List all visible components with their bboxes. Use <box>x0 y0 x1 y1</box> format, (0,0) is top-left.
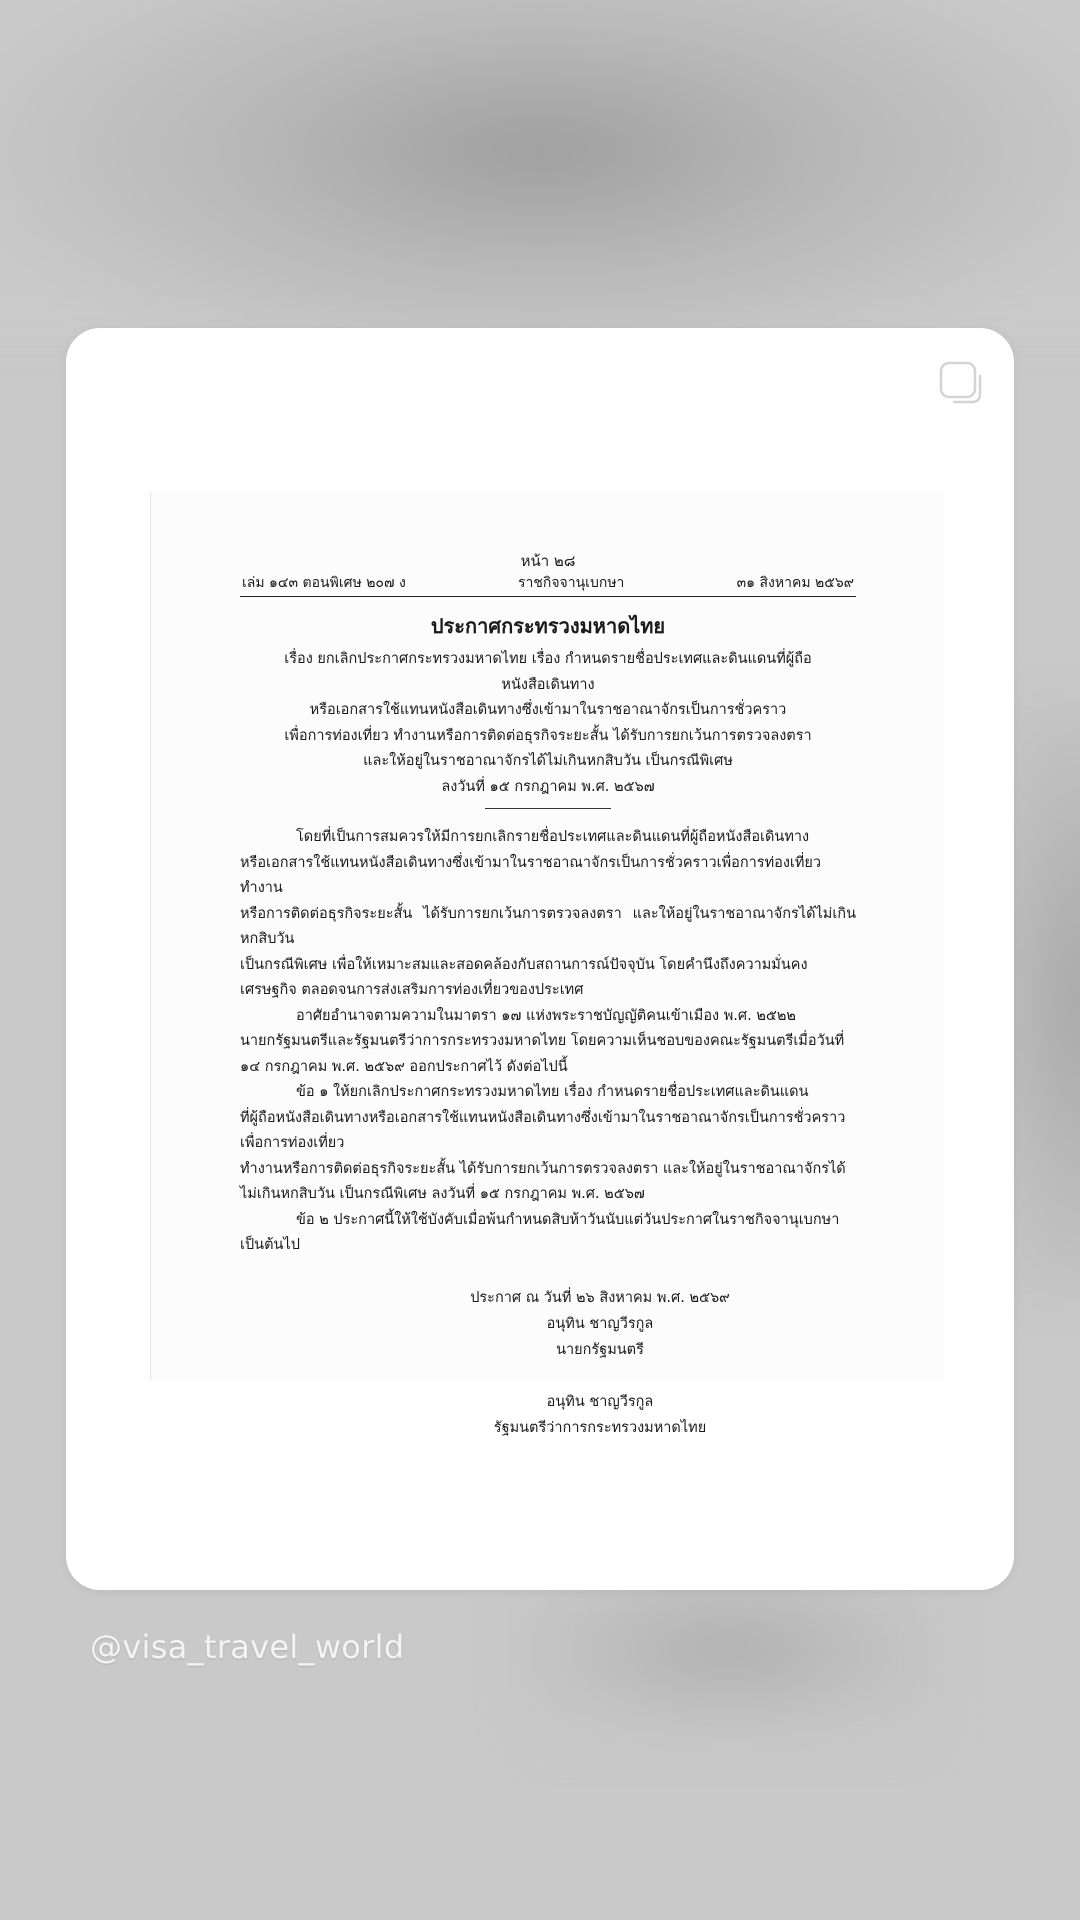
subject-line: และให้อยู่ในราชอาณาจักรได้ไม่เกินหกสิบวัน เป็นกรณีพิเศษ <box>363 753 733 769</box>
signature-block <box>430 1285 770 1441</box>
body-paragraph: โดยที่เป็นการสมควรให้มีการยกเลิกรายชื่อประเทศและดินแดนที่ผู้ถือหนังสือเดินทาง หรือเอกสารใช้แทนหนังสือเดินทางซึ่งเข้ามาในราชอาณาจักรเป็นการชั่วคราวเพื่อการท่องเที่ยว ทำงาน หรือการติดต่อธุรกิจระยะสั้น ได้รับการยกเว้นการตรวจลงตรา และให้อยู่ในราชอาณาจักรได้ไม่เกินหกสิบวัน เป็นกรณีพิเศษ เพื่อให้เหมาะสมและสอดคล้องกับสถานการณ์ปัจจุบัน โดยคำนึงถึงความมั่นคง เศรษฐกิจ ตลอดจนการส่งเสริมการท่องเที่ยวของประเทศ <box>240 829 856 998</box>
divider <box>485 808 611 809</box>
announcement-subject <box>240 647 856 800</box>
signatory-position: นายกรัฐมนตรี <box>556 1341 644 1358</box>
body-paragraph: ข้อ ๒ ประกาศนี้ให้ใช้บังคับเมื่อพ้นกำหนดสิบห้าวันนับแต่วันประกาศในราชกิจจานุเบกษา เป็นต้นไป <box>240 1211 840 1253</box>
gazette-header <box>240 572 856 597</box>
signatory-name: อนุทิน ชาญวีรกูล <box>546 1315 654 1332</box>
signatory-name: อนุทิน ชาญวีรกูล <box>546 1393 654 1410</box>
subject-line: ลงวันที่ ๑๕ กรกฎาคม พ.ศ. ๒๕๖๗ <box>441 778 655 795</box>
gazette-name: ราชกิจจานุเบกษา <box>517 575 625 591</box>
signature-gap <box>430 1363 770 1389</box>
page-number: หน้า ๒๘ <box>520 552 576 570</box>
subject-line: หรือเอกสารใช้แทนหนังสือเดินทางซึ่งเข้ามาในราชอาณาจักรเป็นการชั่วคราว <box>309 702 787 718</box>
subject-line: เรื่อง ยกเลิกประกาศกระทรวงมหาดไทย เรื่อง กำหนดรายชื่อประเทศและดินแดนที่ผู้ถือหนังสือเดินทาง <box>284 651 812 693</box>
background-blur-top <box>0 0 1080 340</box>
watermark-username: @visa_travel_world <box>90 1628 405 1666</box>
image-card[interactable] <box>66 328 1014 1590</box>
gazette-document <box>150 493 945 1436</box>
body-paragraph: อาศัยอำนาจตามความในมาตรา ๑๗ แห่งพระราชบัญญัติคนเข้าเมือง พ.ศ. ๒๕๒๒ นายกรัฐมนตรีและรัฐมนตรีว่าการกระทรวงมหาดไทย โดยความเห็นชอบของคณะรัฐมนตรีเมื่อวันที่ ๑๔ กรกฎาคม พ.ศ. ๒๕๖๙ ออกประกาศไว้ ดังต่อไปนี้ <box>240 1007 845 1075</box>
subject-line: เพื่อการท่องเที่ยว ทำงานหรือการติดต่อธุรกิจระยะสั้น ได้รับการยกเว้นการตรวจลงตรา <box>284 727 812 744</box>
announcement-date: ประกาศ ณ วันที่ ๒๖ สิงหาคม พ.ศ. ๒๕๖๙ <box>470 1289 730 1306</box>
body-paragraph: ข้อ ๑ ให้ยกเลิกประกาศกระทรวงมหาดไทย เรื่อง กำหนดรายชื่อประเทศและดินแดน ที่ผู้ถือหนังสือเดินทางหรือเอกสารใช้แทนหนังสือเดินทางซึ่งเข้ามาในราชอาณาจักรเป็นการชั่วคราวเพื่อการท่องเที่ยว ทำงานหรือการติดต่อธุรกิจระยะสั้น ได้รับการยกเว้นการตรวจลงตรา และให้อยู่ในราชอาณาจักรได้ ไม่เกินหกสิบวัน เป็นกรณีพิเศษ ลงวันที่ ๑๕ กรกฎาคม พ.ศ. ๒๕๖๗ <box>240 1084 846 1202</box>
document-content <box>240 550 856 1441</box>
signatory-position: รัฐมนตรีว่าการกระทรวงมหาดไทย <box>493 1419 707 1436</box>
expand-square-icon[interactable] <box>936 358 986 408</box>
volume-info: เล่ม ๑๔๓ ตอนพิเศษ ๒๐๗ ง <box>242 575 406 591</box>
gazette-date: ๓๑ สิงหาคม ๒๕๖๙ <box>736 575 854 591</box>
announcement-title: ประกาศกระทรวงมหาดไทย <box>430 614 666 638</box>
